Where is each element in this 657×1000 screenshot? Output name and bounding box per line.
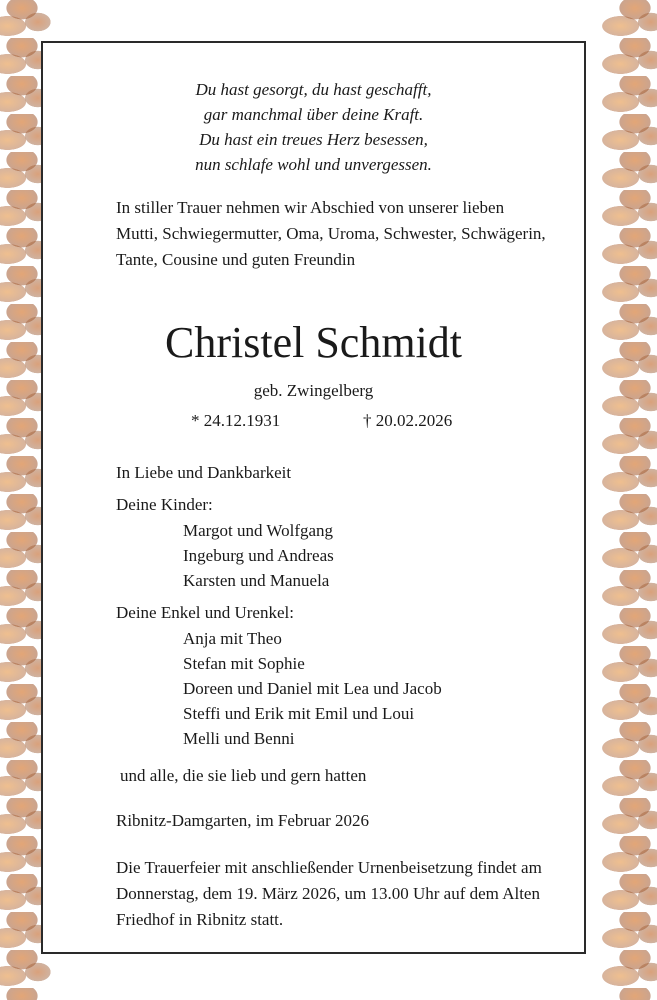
obituary-card — [41, 41, 586, 954]
list-item: Anja mit Theo — [183, 629, 282, 648]
deceased-name: Christel Schmidt — [165, 318, 462, 367]
poem-line: nun schlafe wohl und unvergessen. — [195, 155, 432, 174]
list-item: Steffi und Erik mit Emil und Loui — [183, 704, 415, 723]
poem-line: Du hast gesorgt, du hast geschafft, — [195, 80, 432, 99]
list-item: Doreen und Daniel mit Lea und Jacob — [183, 679, 442, 698]
list-item: Ingeburg und Andreas — [183, 546, 334, 565]
birth-name: geb. Zwingelberg — [253, 381, 374, 400]
grandchildren-list — [116, 626, 643, 751]
list-item: Karsten und Manuela — [183, 571, 330, 590]
list-item: Stefan mit Sophie — [183, 654, 305, 673]
amber-necklace-right — [599, 0, 657, 1000]
list-item: Melli und Benni — [183, 729, 295, 748]
poem-line: Du hast ein treues Herz besessen, — [199, 130, 428, 149]
memorial-poem — [43, 77, 584, 177]
children-list — [116, 518, 643, 593]
birth-date: * 24.12.1931 — [191, 411, 281, 430]
intro-text: In stiller Trauer nehmen wir Abschied von unserer lieben Mutti, Schwiegermutter, Oma, Uroma, Schwester, Schwägerin, Tante, Cousine und guten Freundin — [116, 198, 546, 269]
place-date: Ribnitz-Damgarten, im Februar 2026 — [116, 811, 370, 830]
poem-line: gar manchmal über deine Kraft. — [203, 105, 424, 124]
funeral-notice: Die Trauerfeier mit anschließender Urnenbeisetzung findet am Donnerstag, dem 19. März 2026, um 13.00 Uhr auf dem Alten Friedhof in Ribnitz statt. — [116, 858, 542, 929]
grandchildren-heading: Deine Enkel und Urenkel: — [116, 603, 294, 622]
death-date: † 20.02.2026 — [363, 411, 453, 430]
others-line: und alle, die sie lieb und gern hatten — [120, 766, 367, 785]
list-item: Margot und Wolfgang — [183, 521, 334, 540]
children-heading: Deine Kinder: — [116, 495, 213, 514]
love-line: In Liebe und Dankbarkeit — [116, 463, 292, 482]
